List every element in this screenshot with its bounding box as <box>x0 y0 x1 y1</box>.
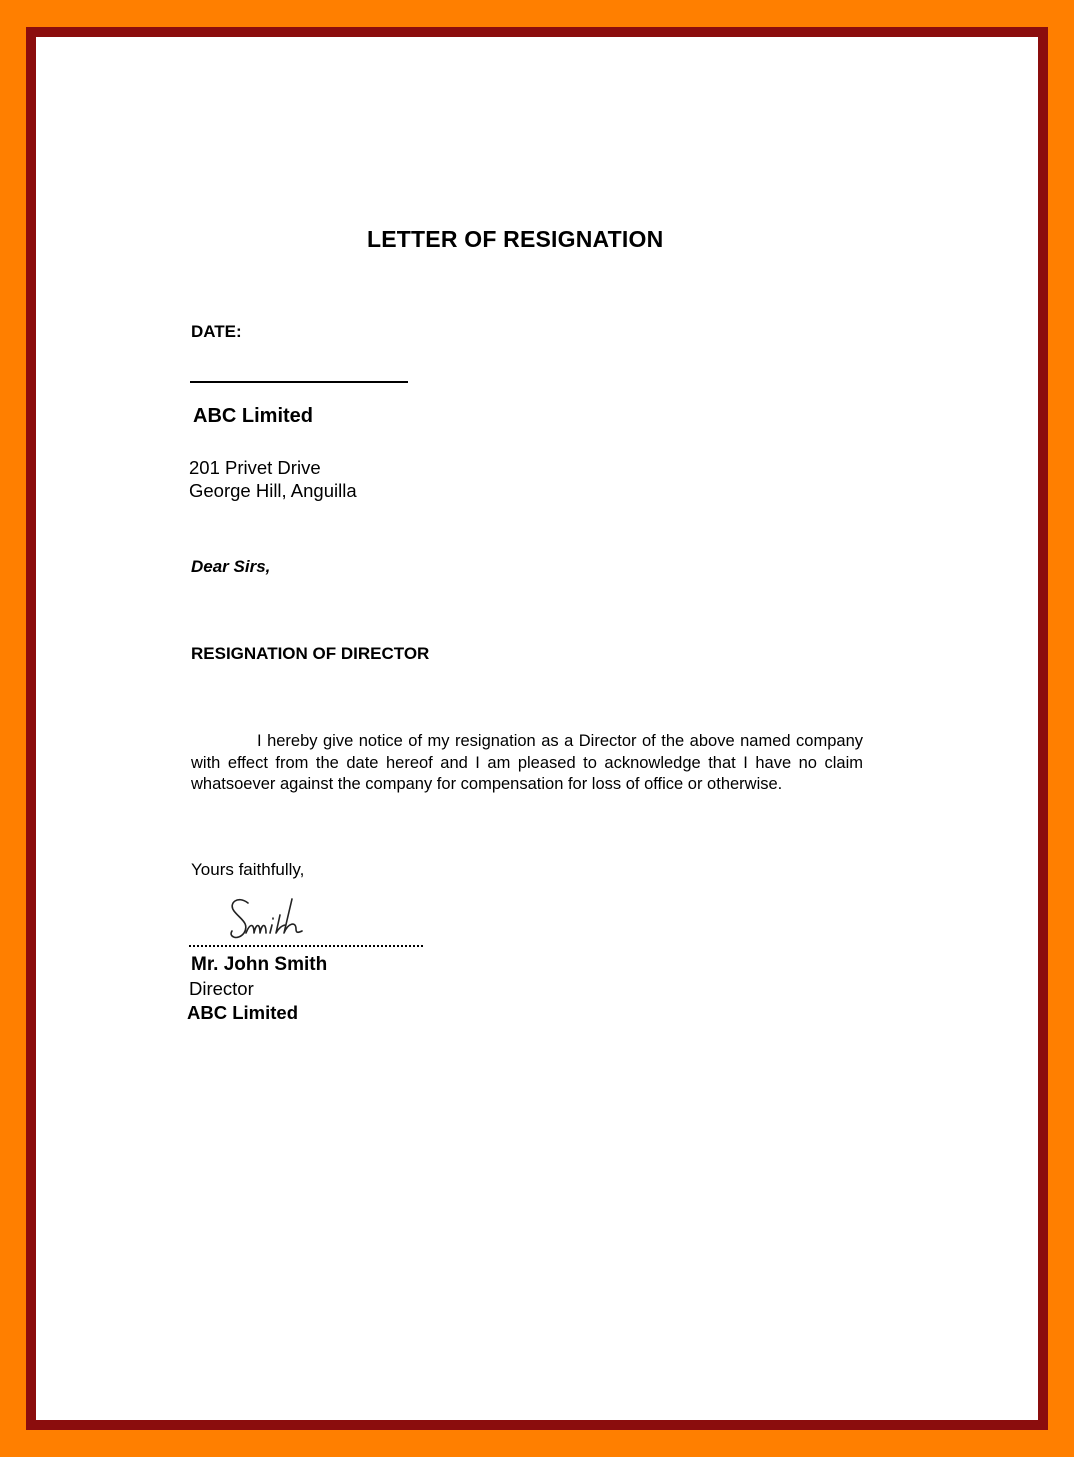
letter-body-text: I hereby give notice of my resignation as a Director of the above named company with effect from the date hereof and I am pleased to acknowledge that I have no claim whatsoever against the company for compensation for loss of office or otherwise. <box>191 732 863 793</box>
closing: Yours faithfully, <box>191 860 305 879</box>
letter-body <box>191 731 863 796</box>
signer-name: Mr. John Smith <box>191 954 328 975</box>
signature-line <box>189 945 423 947</box>
signature <box>226 893 336 945</box>
date-label: DATE: <box>191 322 242 341</box>
recipient-address-line1: 201 Privet Drive <box>189 457 321 478</box>
date-blank-line <box>190 381 408 383</box>
recipient-company: ABC Limited <box>193 405 313 427</box>
letter-title: LETTER OF RESIGNATION <box>367 226 664 252</box>
signer-company: ABC Limited <box>187 1002 298 1023</box>
signer-title: Director <box>189 978 254 999</box>
salutation: Dear Sirs, <box>191 557 271 576</box>
subject-line: RESIGNATION OF DIRECTOR <box>191 644 430 663</box>
recipient-address-line2: George Hill, Anguilla <box>189 480 357 501</box>
